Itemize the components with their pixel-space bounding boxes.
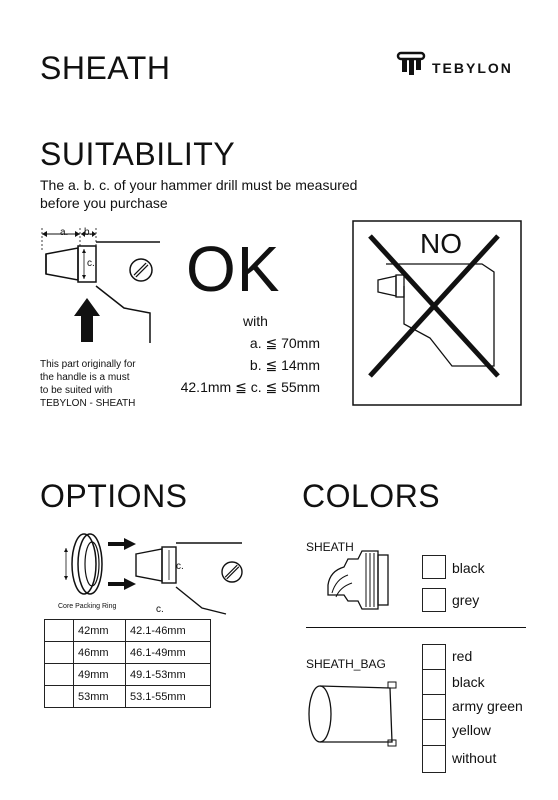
no-label: NO bbox=[420, 228, 462, 259]
table-row bbox=[45, 664, 211, 686]
options-dim-c-label: c. bbox=[176, 561, 184, 572]
note-line: to be suited with bbox=[40, 385, 113, 396]
note-line: This part originally for bbox=[40, 359, 136, 370]
condition-a: a. ≦ 70mm bbox=[249, 335, 320, 351]
bag-color-red: red bbox=[452, 648, 473, 664]
ring-size-cell: 49mm bbox=[74, 664, 126, 686]
ring-size-cell: 46mm bbox=[74, 642, 126, 664]
swatch-divider bbox=[422, 669, 446, 670]
with-label: with bbox=[243, 313, 268, 329]
ok-label: OK bbox=[186, 233, 281, 305]
dim-b-label: b. bbox=[84, 227, 93, 238]
sheath-color-black: black bbox=[452, 560, 485, 576]
sheath-label: SHEATH bbox=[306, 540, 354, 554]
bag-color-without: without bbox=[452, 750, 497, 766]
range-cell: 46.1-49mm bbox=[126, 642, 211, 664]
condition-c: 42.1mm ≦ c. ≦ 55mm bbox=[180, 379, 320, 395]
range-cell: 49.1-53mm bbox=[126, 664, 211, 686]
handle-note bbox=[40, 358, 136, 410]
color-swatch-black[interactable] bbox=[422, 555, 446, 579]
dim-c-label: c. bbox=[87, 258, 95, 269]
sheath-color-grey: grey bbox=[452, 592, 480, 608]
bag-color-yellow: yellow bbox=[452, 722, 491, 738]
options-heading: OPTIONS bbox=[40, 478, 188, 514]
bag-color-army-green: army green bbox=[452, 698, 523, 714]
sheath-bag-icon bbox=[304, 676, 402, 752]
intro-line-1: The a. b. c. of your hammer drill must be measured bbox=[40, 177, 358, 193]
sheath-product-icon bbox=[318, 545, 398, 617]
color-swatch-grey[interactable] bbox=[422, 588, 446, 612]
core-ring-label: Core Packing Ring bbox=[58, 603, 117, 610]
table-row bbox=[45, 620, 211, 642]
table-col-c-label: c. bbox=[156, 604, 164, 615]
page-title: SHEATH bbox=[40, 50, 171, 86]
ring-size-cell: 53mm bbox=[74, 686, 126, 708]
table-row bbox=[45, 686, 211, 708]
bag-color-black: black bbox=[452, 674, 485, 690]
range-cell: 53.1-55mm bbox=[126, 686, 211, 708]
range-cell: 42.1-46mm bbox=[126, 620, 211, 642]
tebylon-logo-icon bbox=[396, 50, 426, 76]
suitability-heading: SUITABILITY bbox=[40, 136, 236, 172]
ring-size-cell: 42mm bbox=[74, 620, 126, 642]
swatch-divider bbox=[422, 694, 446, 695]
drill-measure-diagram bbox=[34, 218, 184, 343]
section-divider bbox=[306, 627, 526, 628]
dim-a-label: a. bbox=[60, 227, 69, 238]
swatch-divider bbox=[422, 719, 446, 720]
brand-name: TEBYLON bbox=[432, 60, 513, 76]
colors-heading: COLORS bbox=[302, 478, 441, 514]
bag-color-swatch-column bbox=[422, 644, 446, 773]
ring-size-table bbox=[44, 619, 211, 708]
table-row bbox=[45, 642, 211, 664]
note-line: TEBYLON - SHEATH bbox=[40, 398, 136, 409]
condition-b: b. ≦ 14mm bbox=[249, 357, 320, 373]
note-line: the handle is a must bbox=[40, 372, 130, 383]
swatch-divider bbox=[422, 745, 446, 746]
intro-line-2: before you purchase bbox=[40, 195, 168, 211]
sheath-bag-label: SHEATH_BAG bbox=[306, 657, 386, 671]
